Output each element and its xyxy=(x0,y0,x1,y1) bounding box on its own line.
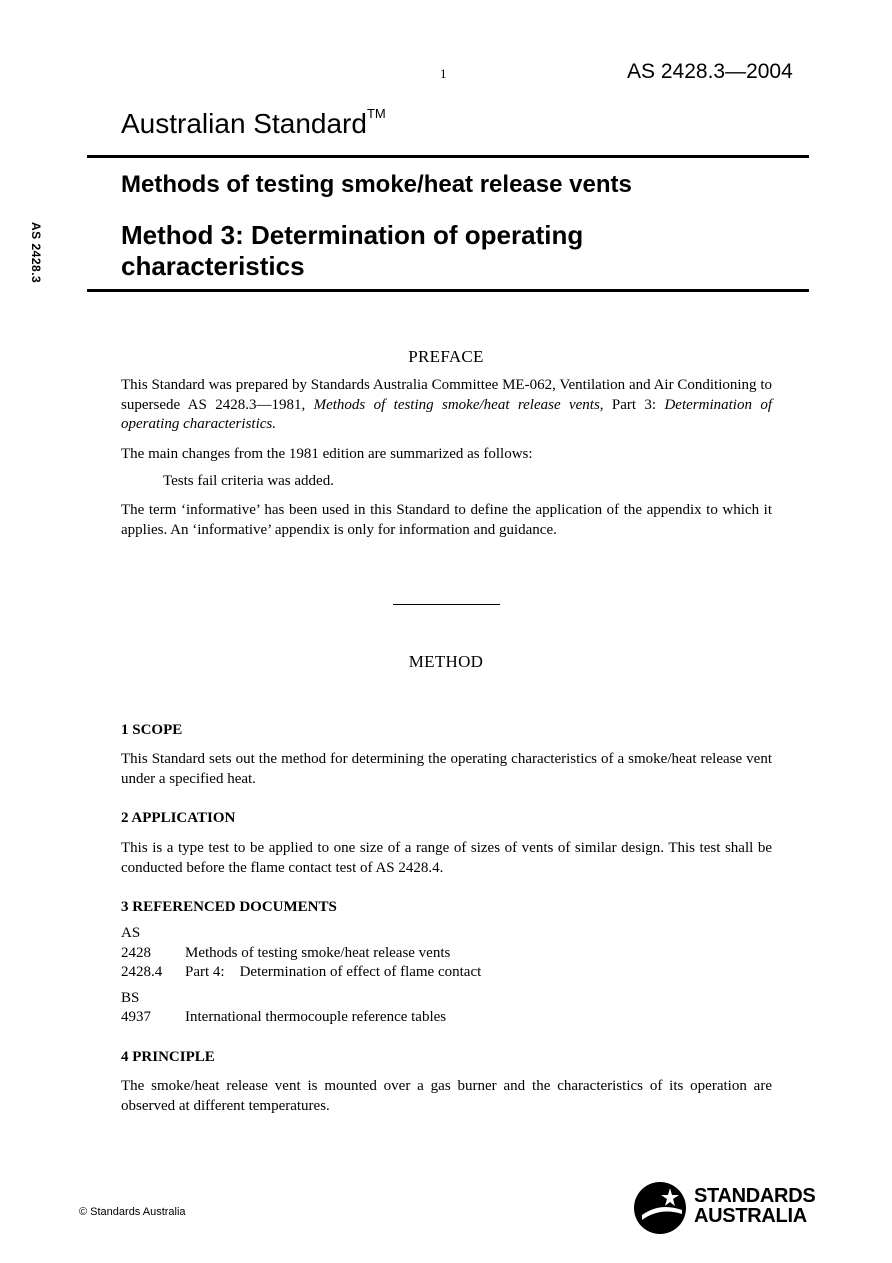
document-title: Methods of testing smoke/heat release vents xyxy=(121,171,632,198)
reference-title: International thermocouple reference tables xyxy=(185,1009,447,1025)
series-label xyxy=(121,108,386,140)
section-text-scope: This Standard sets out the method for determining the operating characteristics of a smoke/heat release vent under a specified heat. xyxy=(121,751,772,787)
reference-title: Part 4: Determination of effect of flame contact xyxy=(185,964,482,980)
reference-item xyxy=(121,963,481,983)
reference-number: 2428.4 xyxy=(121,964,163,980)
section-heading-application: 2 APPLICATION xyxy=(121,810,236,826)
side-standard-code: AS 2428.3 xyxy=(29,222,43,284)
preface-p1-italic2: Determination of operating characteristics. xyxy=(121,396,772,432)
page-number: 1 xyxy=(440,66,447,81)
logo-mark-icon xyxy=(632,1180,692,1240)
reference-group-bs: BS xyxy=(121,990,140,1006)
document-subtitle: Method 3: Determination of operating characteristics xyxy=(121,220,584,281)
logo-line-2: AUSTRALIA xyxy=(694,1205,807,1227)
preface-p1-start: This Standard was prepared by Standards Australia Committee ME-062, Ventilation and Air Conditioning to supersede AS 2428.3—1981, xyxy=(121,377,772,413)
preface-paragraph-1 xyxy=(121,376,772,435)
standard-code: AS 2428.3—2004 xyxy=(627,60,793,83)
reference-number: 2428 xyxy=(121,945,151,961)
reference-item xyxy=(121,1008,446,1028)
preface-change-item: Tests fail criteria was added. xyxy=(163,473,334,489)
preface-heading: PREFACE xyxy=(408,347,484,366)
logo-wordmark xyxy=(694,1186,815,1226)
preface-p1-mid: , Part 3: xyxy=(599,396,665,413)
reference-number: 4937 xyxy=(121,1009,151,1025)
method-heading: METHOD xyxy=(408,652,484,671)
reference-group-as: AS xyxy=(121,925,141,941)
reference-item xyxy=(121,944,450,964)
series-label-text: Australian Standard xyxy=(121,108,367,139)
title-bottom-rule xyxy=(87,289,809,292)
preface-p1-italic1: Methods of testing smoke/heat release vents xyxy=(313,396,600,413)
standards-australia-logo xyxy=(632,1180,822,1240)
copyright-notice: © Standards Australia xyxy=(79,1206,186,1218)
logo-line-1: STANDARDS xyxy=(694,1185,816,1207)
section-heading-principle: 4 PRINCIPLE xyxy=(121,1049,215,1065)
title-top-rule xyxy=(87,155,809,158)
preface-paragraph-2: The main changes from the 1981 edition are summarized as follows: xyxy=(121,446,533,462)
section-divider xyxy=(393,604,500,605)
section-heading-scope: 1 SCOPE xyxy=(121,722,183,738)
reference-title: Methods of testing smoke/heat release vents xyxy=(185,945,451,961)
trademark-mark: TM xyxy=(366,106,386,121)
section-text-application: This is a type test to be applied to one size of a range of sizes of vents of similar design. This test shall be conducted before the flame contact test of AS 2428.4. xyxy=(121,840,772,876)
section-text-principle: The smoke/heat release vent is mounted over a gas burner and the characteristics of its operation are observed at different temperatures. xyxy=(121,1078,772,1114)
preface-paragraph-4: The term ‘informative’ has been used in this Standard to define the application of the appendix to which it applies. An ‘informative’ appendix is only for information and guidance. xyxy=(121,502,772,538)
section-heading-referenced-documents: 3 REFERENCED DOCUMENTS xyxy=(121,899,337,915)
